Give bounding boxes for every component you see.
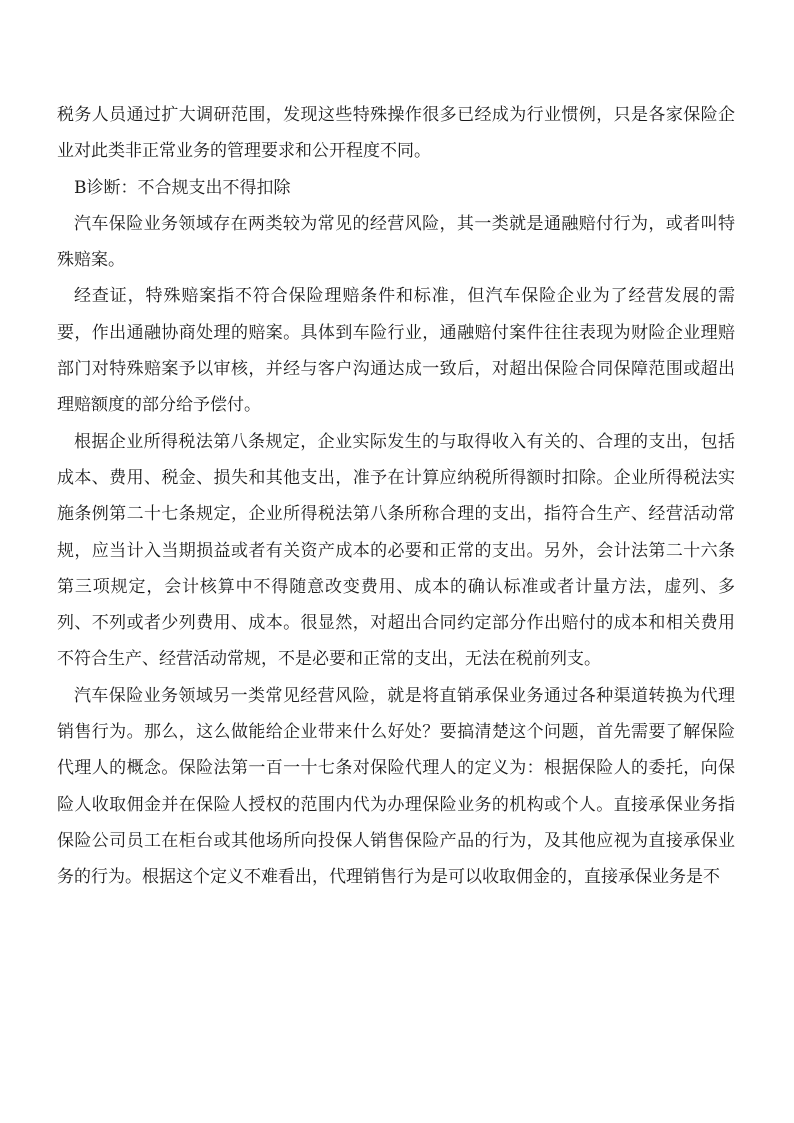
paragraph-business-risk: 汽车保险业务领域存在两类较为常见的经营风险，其一类就是通融赔付行为，或者叫特殊赔案。: [57, 213, 735, 271]
paragraph-special-claims: 经查证，特殊赔案指不符合保险理赔条件和标准，但汽车保险企业为了经营发展的需要，作出通融协商处理的赔案。具体到车险行业，通融赔付案件往往表现为财险企业理赔部门对特殊赔案予以审核，并经与客户沟通达成一致后，对超出保险合同保障范围或超出理赔额度的部分给予偿付。: [57, 286, 735, 416]
paragraph-agency-sales: 汽车保险业务领域另一类常见经营风险，就是将直销承保业务通过各种渠道转换为代理销售行为。那么，这么做能给企业带来什么好处？要搞清楚这个问题，首先需要了解保险代理人的概念。保险法第一百一十七条对保险代理人的定义为：根据保险人的委托，向保险人收取佣金并在保险人授权的范围内代为办理保险业务的机构或个人。直接承保业务指保险公司员工在柜台或其他场所向投保人销售保险产品的行为，及其他应视为直接承保业务的行为。根据这个定义不难看出，代理销售行为是可以收取佣金的，直接承保业务是不: [57, 685, 735, 888]
paragraph-tax-law: 根据企业所得税法第八条规定，企业实际发生的与取得收入有关的、合理的支出，包括成本、费用、税金、损失和其他支出，准予在计算应纳税所得额时扣除。企业所得税法实施条例第二十七条规定，企业所得税法第八条所称合理的支出，指符合生产、经营活动常规，应当计入当期损益或者有关资产成本的必要和正常的支出。另外，会计法第二十六条第三项规定，会计核算中不得随意改变费用、成本的确认标准或者计量方法，虚列、多列、不列或者少列费用、成本。很显然，对超出合同约定部分作出赔付的成本和相关费用不符合生产、经营活动常规，不是必要和正常的支出，无法在税前列支。: [57, 431, 735, 670]
document-body: [57, 97, 735, 896]
paragraph-intro-continuation: 税务人员通过扩大调研范围，发现这些特殊操作很多已经成为行业惯例，只是各家保险企业对此类非正常业务的管理要求和公开程度不同。: [57, 105, 735, 162]
section-heading-diagnosis: B诊断：不合规支出不得扣除: [74, 177, 291, 198]
